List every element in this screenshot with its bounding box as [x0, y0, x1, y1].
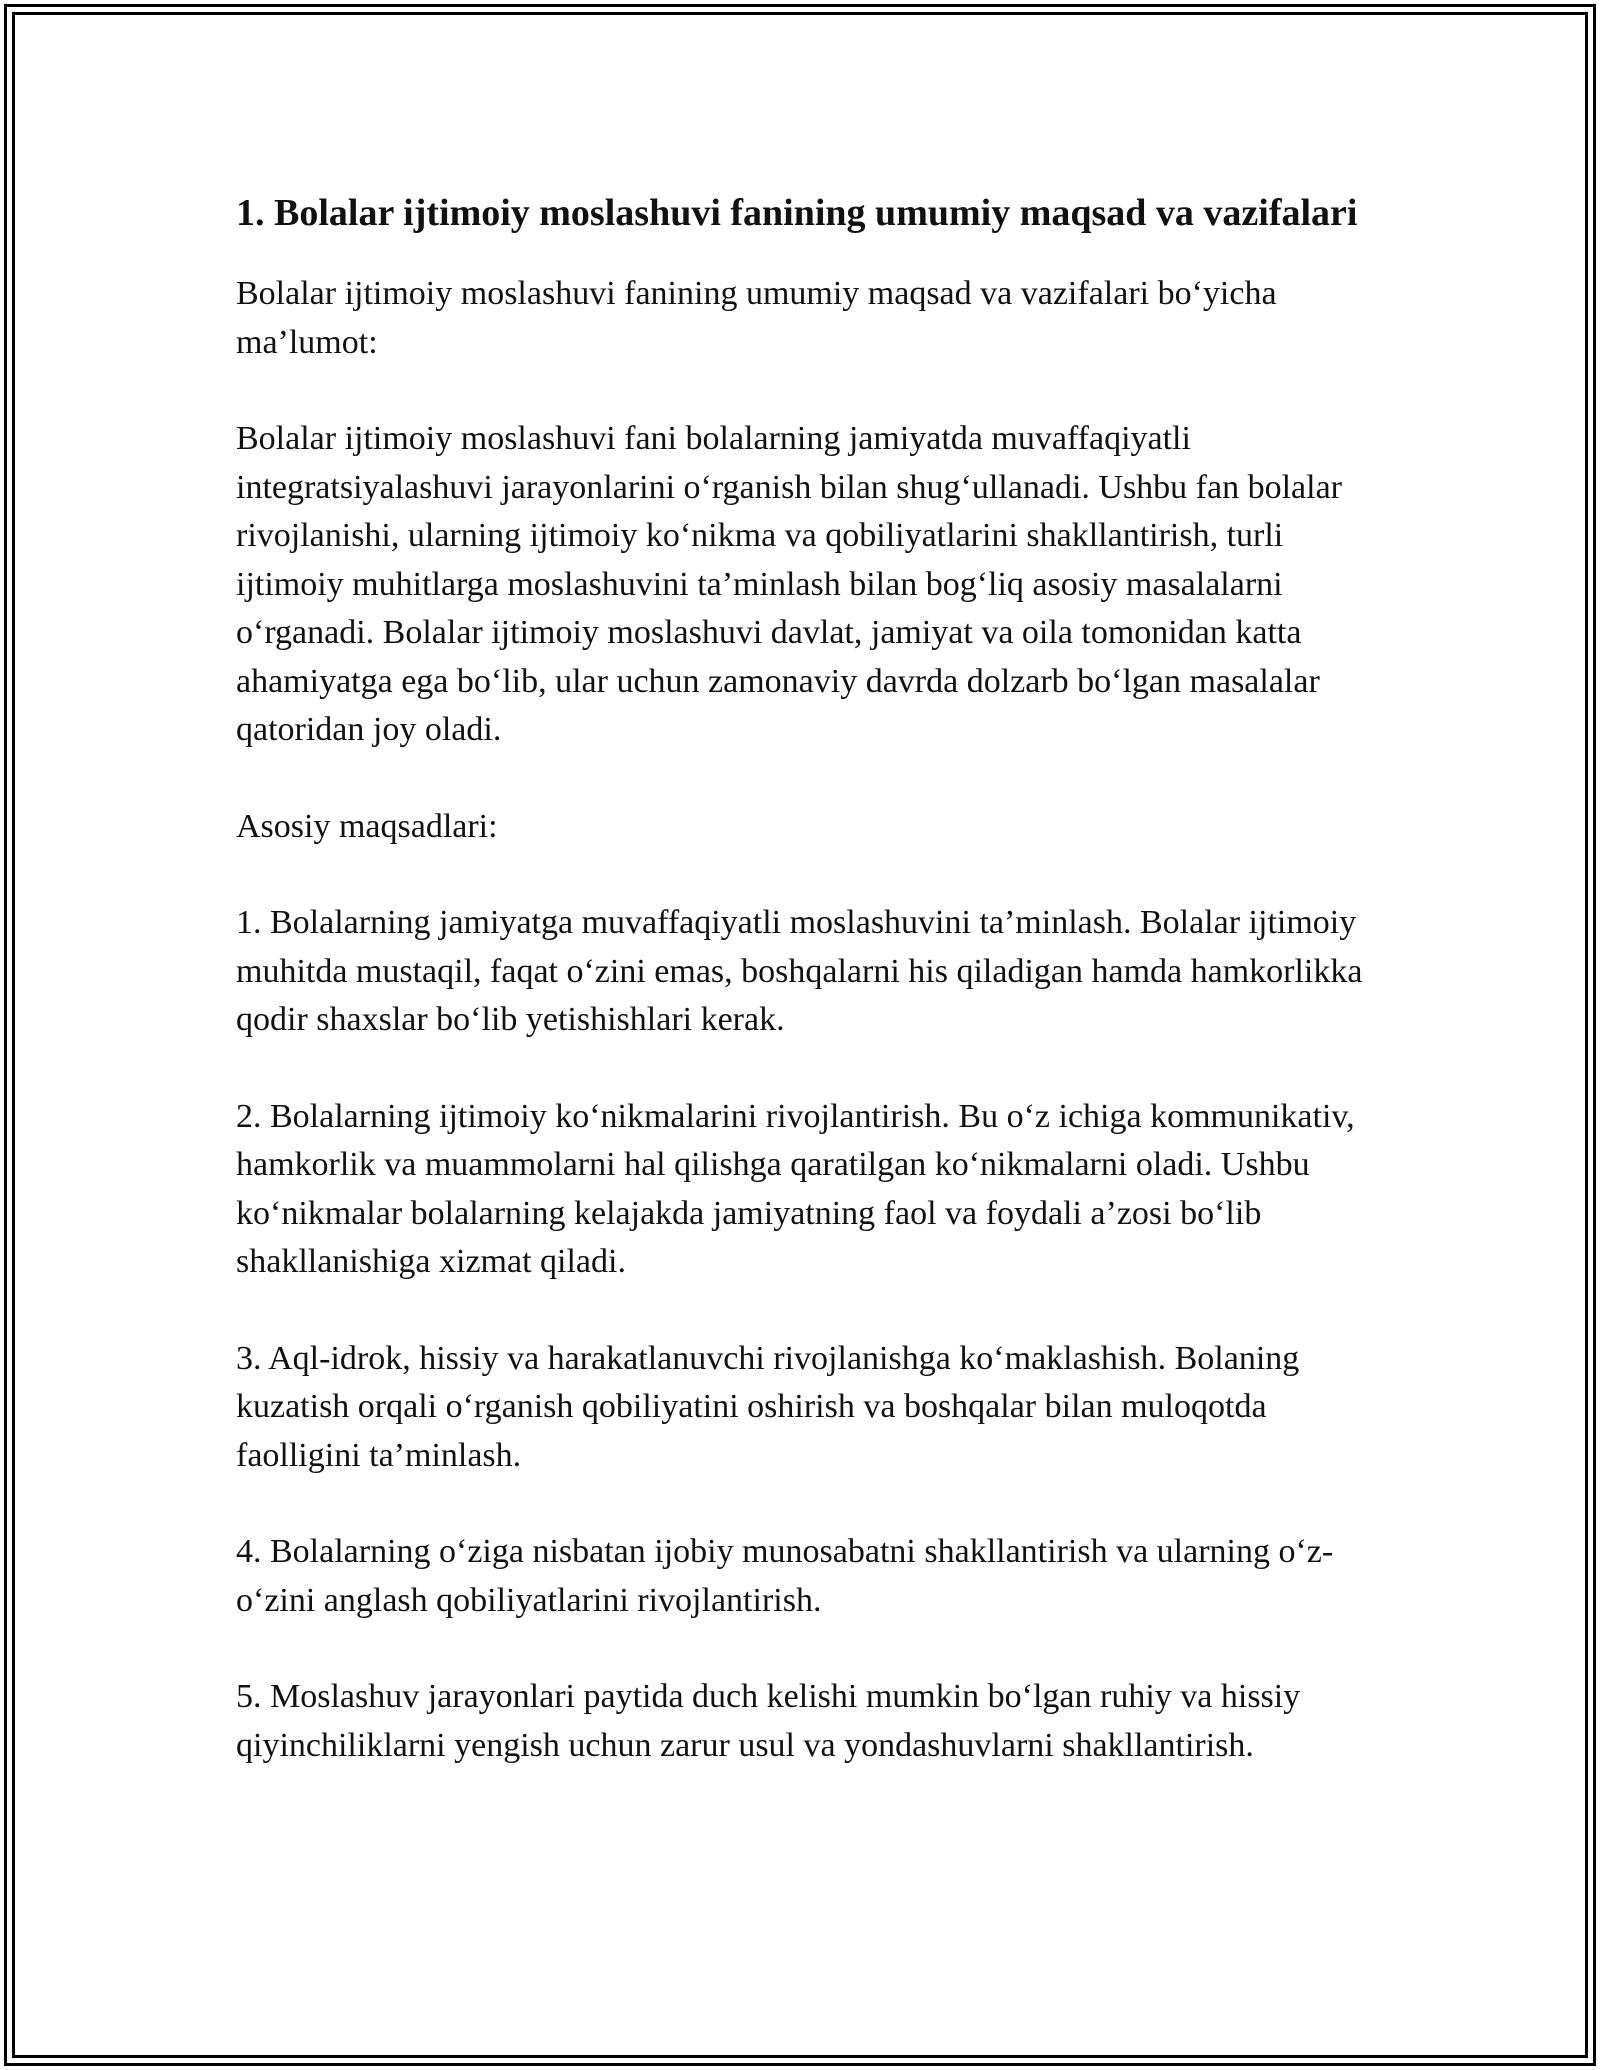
goals-subheading: Asosiy maqsadlari:	[236, 807, 498, 845]
intro-paragraph: Bolalar ijtimoiy moslashuvi fanining umumiy maqsad va vazifalari bo‘yicha ma’lumot:	[236, 275, 1277, 361]
goal-item-2: 2. Bolalarning ijtimoiy ko‘nikmalarini rivojlantirish. Bu o‘z ichiga kommunikativ, hamkorlik va muammolarni hal qilishga qaratilgan ko‘nikmalarni oladi. Ushbu ko‘nikmalar bolalarning kelajakda jamiyatning faol va foydali a’zosi bo‘lib shakllanishiga xizmat qiladi.	[236, 1097, 1355, 1280]
goal-item-5: 5. Moslashuv jarayonlari paytida duch kelishi mumkin bo‘lgan ruhiy va hissiy qiyinchiliklarni yengish uchun zarur usul va yondashuvlarni shakllantirish.	[236, 1678, 1301, 1764]
description-paragraph: Bolalar ijtimoiy moslashuvi fani bolalarning jamiyatda muvaffaqiyatli integratsiyalashuvi jarayonlarini o‘rganish bilan shug‘ullanadi. Ushbu fan bolalar rivojlanishi, ularning ijtimoiy ko‘nikma va qobiliyatlarini shakllantirish, turli ijtimoiy muhitlarga moslashuvini ta’minlash bilan bog‘liq asosiy masalalarni o‘rganadi. Bolalar ijtimoiy moslashuvi davlat, jamiyat va oila tomonidan katta ahamiyatga ega bo‘lib, ular uchun zamonaviy davrda dolzarb bo‘lgan masalalar qatoridan joy oladi.	[236, 420, 1342, 748]
goal-item-3: 3. Aql-idrok, hissiy va harakatlanuvchi rivojlanishga ko‘maklashish. Bolaning kuzatish orqali o‘rganish qobiliyatini oshirish va boshqalar bilan muloqotda faolligini ta’minlash.	[236, 1339, 1300, 1474]
section-heading: 1. Bolalar ijtimoiy moslashuvi fanining umumiy maqsad va vazifalari	[236, 192, 1358, 234]
document-body	[236, 186, 1366, 1818]
goal-item-1: 1. Bolalarning jamiyatga muvaffaqiyatli moslashuvini ta’minlash. Bolalar ijtimoiy muhitda mustaqil, faqat o‘zini emas, boshqalarni his qiladigan hamda hamkorlikka qodir shaxslar bo‘lib yetishishlari kerak.	[236, 904, 1363, 1038]
goal-item-4: 4. Bolalarning o‘ziga nisbatan ijobiy munosabatni shakllantirish va ularning o‘z-o‘zini anglash qobiliyatlarini rivojlantirish.	[236, 1533, 1334, 1619]
